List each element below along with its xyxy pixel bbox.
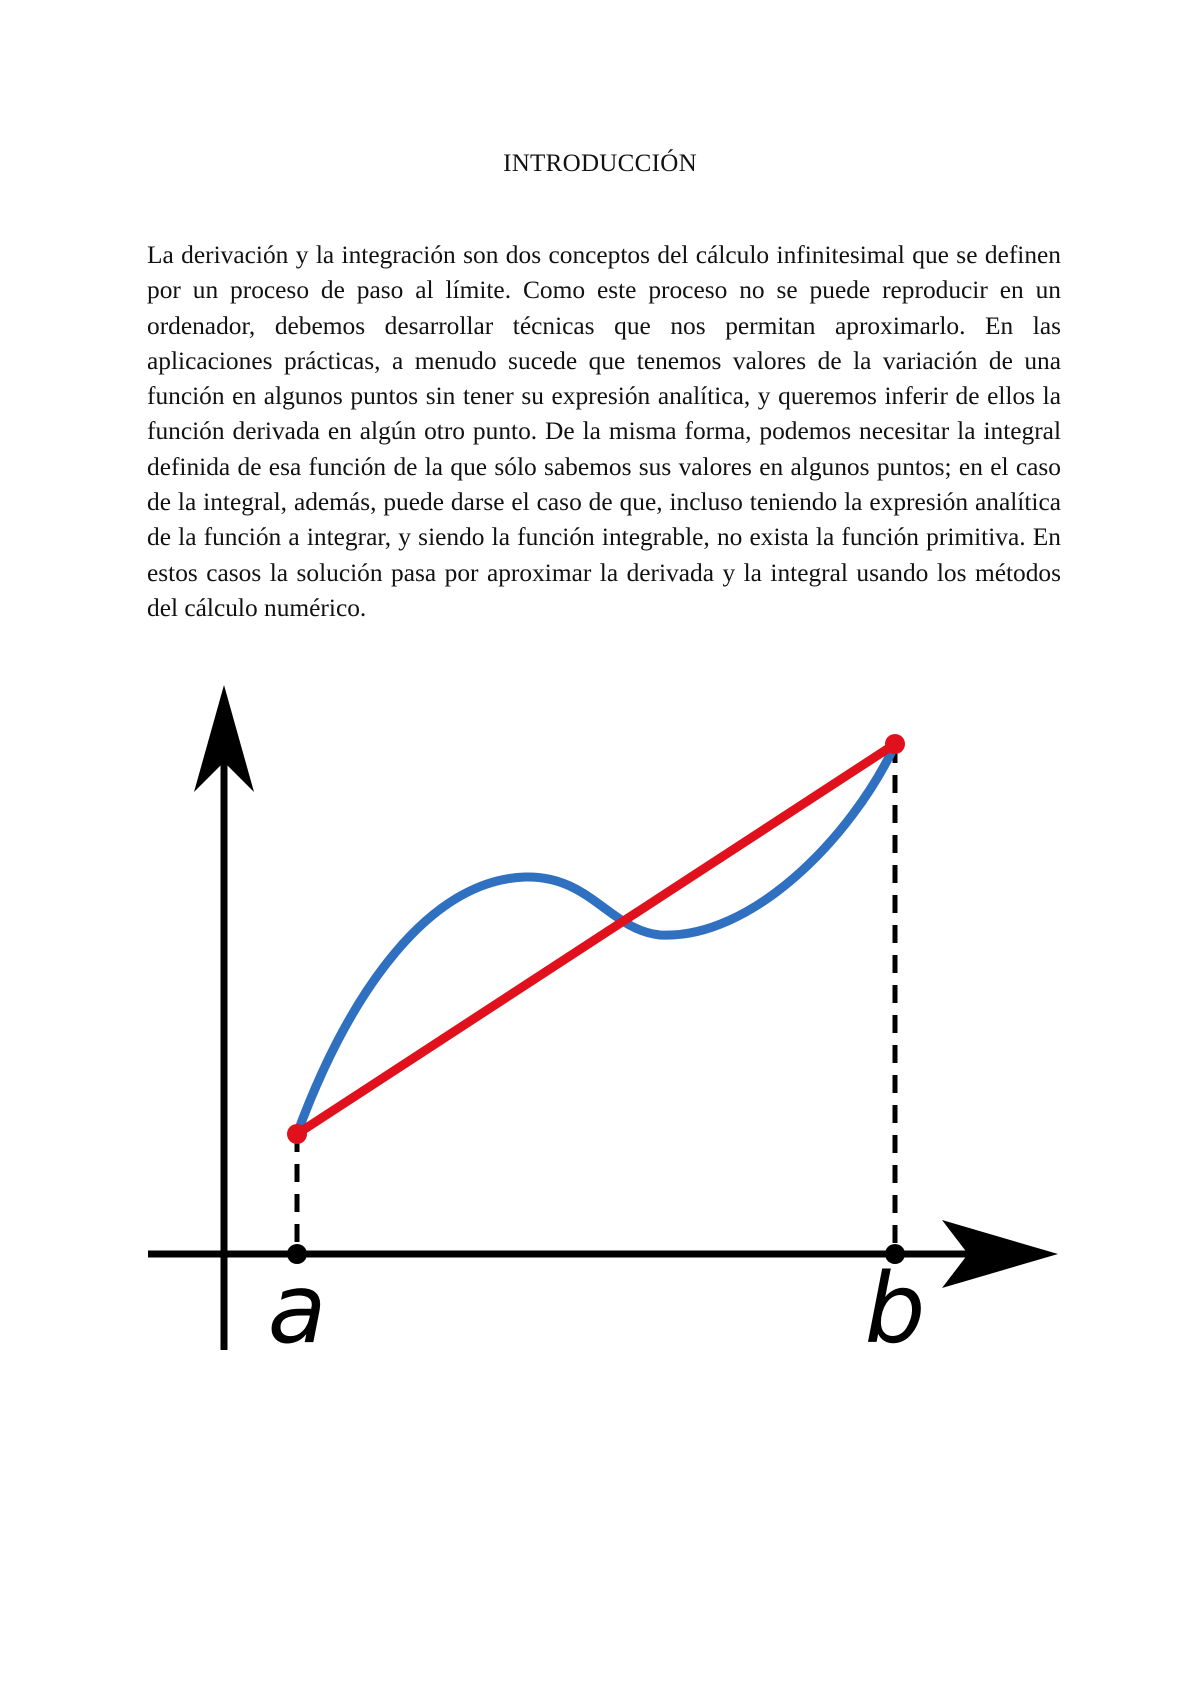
- intro-paragraph: La derivación y la integración son dos conceptos del cálculo infinitesimal que se definen por un proceso de paso al límite. Como este proceso no se puede reproducir en un ordenador, debemos desarrollar técnicas que nos permitan aproximarlo. En las aplicaciones prácticas, a menudo sucede que tenemos valores de la variación de una función en algunos puntos sin tener su expresión analítica, y queremos inferir de ellos la función derivada en algún otro punto. De la misma forma, podemos necesitar la integral definida de esa función de la que sólo sabemos sus valores en algunos puntos; en el caso de la integral, además, puede darse el caso de que, incluso teniendo la expresión analítica de la función a integrar, y siendo la función integrable, no exista la función primitiva. En estos casos la solución pasa por aproximar la derivada y la integral usando los métodos del cálculo numérico.: [147, 241, 1061, 622]
- curve-point-b: [885, 734, 905, 754]
- label-a: a: [267, 1253, 327, 1365]
- curve-point-a: [287, 1124, 307, 1144]
- secant-line: [297, 744, 895, 1134]
- page-title: INTRODUCCIÓN: [503, 150, 697, 177]
- label-b: b: [864, 1253, 926, 1365]
